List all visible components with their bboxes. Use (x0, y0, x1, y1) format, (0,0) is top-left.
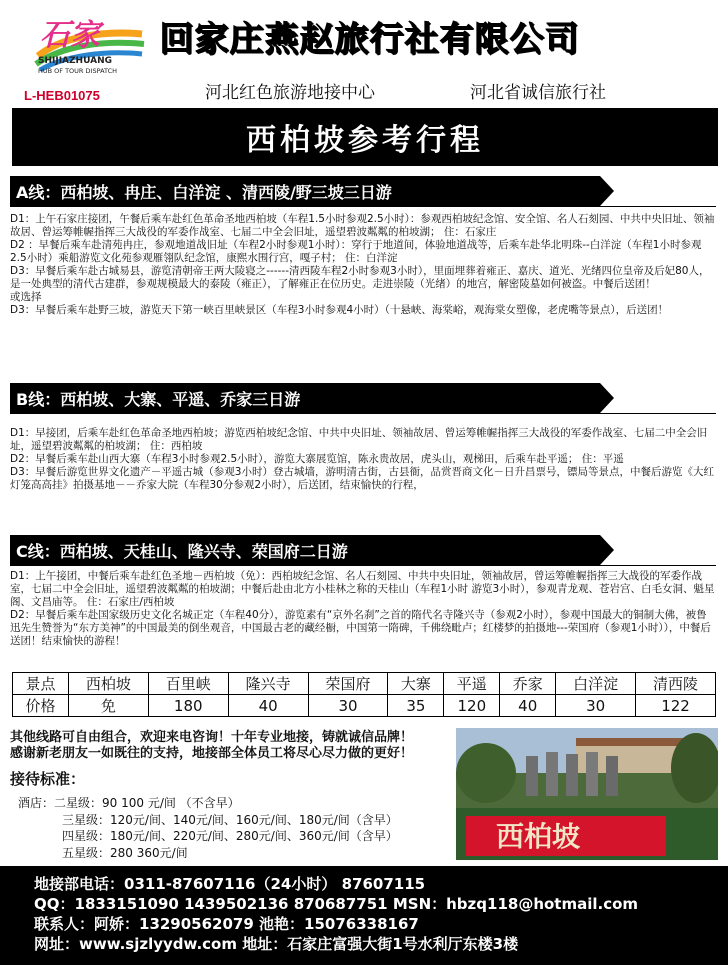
table-row (13, 673, 716, 695)
promo-text (10, 730, 455, 762)
divider (10, 413, 716, 414)
contact-footer (0, 866, 728, 965)
page-title: 西柏坡参考行程 (246, 123, 484, 158)
page-title-bar (12, 108, 718, 166)
route-a-alternative: 或选择 (10, 291, 42, 303)
tagline-left: 河北红色旅游地接中心 (205, 83, 375, 103)
route-b-day-3: D3：早餐后游览世界文化遗产－平遥古城（参观3小时）登古城墙，游明清古街，古县衙，品赏晋商文化－日升昌票号，镖局等景点，中餐后游览《大红灯笼高高挂》拍摄基地－－乔家大院（车程30分参观2小时），后送团，结束愉快的行程， (10, 466, 714, 491)
xibaipo-photo-illustration (456, 728, 718, 860)
route-a-body (10, 213, 716, 317)
table-cell: 免 (68, 695, 148, 717)
hotel-tier-3: 三星级：120元/间、140元/间、160元/间、180元/间（含早） (62, 812, 398, 827)
table-cell: 价格 (13, 695, 69, 717)
logo-subtitle-hub: HUB OF TOUR DISPATCH (38, 67, 118, 75)
table-cell: 30 (556, 695, 636, 717)
route-b-day-2: D2：早餐后乘车赴山西大寨（车程3小时参观2.5小时），游览大寨展览馆，陈永贵故居，虎头山，观梯田，后乘车赴平遥； 住：平遥 (10, 453, 624, 465)
table-cell: 40 (500, 695, 556, 717)
table-cell: 大寨 (388, 673, 444, 695)
hotel-tier-4: 四星级：180元/间、220元/间、280元/间、360元/间（含早） (62, 829, 398, 843)
footer-qq-msn: QQ：1833151090 1439502136 870687751 MSN：hbzq118@hotmail.com (34, 895, 639, 913)
table-cell: 120 (444, 695, 500, 717)
table-cell: 隆兴寺 (228, 673, 308, 695)
table-cell: 122 (636, 695, 716, 717)
table-row (13, 695, 716, 717)
footer-contacts: 联系人：阿娇：13290562079 池艳：15076338167 (34, 915, 419, 933)
license-code: L-HEB01075 (24, 88, 100, 103)
table-cell: 白洋淀 (556, 673, 636, 695)
table-cell: 平遥 (444, 673, 500, 695)
route-b-heading: B线：西柏坡、大寨、平遥、乔家三日游 (10, 383, 600, 413)
promo-line-1: 其他线路可自由组合，欢迎来电咨询！十年专业地接，铸就诚信品牌！ (10, 730, 414, 745)
table-cell: 180 (148, 695, 228, 717)
route-c-body (10, 570, 716, 648)
hotel-standards (18, 795, 398, 861)
promo-line-2: 感谢新老朋友一如既往的支持，地接部全体员工将尽心尽力做的更好！ (10, 746, 414, 761)
hotel-label: 酒店： (18, 796, 55, 810)
photo-sign-text: 西柏坡 (496, 820, 581, 853)
logo-subtitle-city: SHIJIAZHUANG (38, 56, 112, 66)
table-cell: 景点 (13, 673, 69, 695)
table-cell: 荣国府 (308, 673, 388, 695)
table-cell: 40 (228, 695, 308, 717)
table-cell: 百里峡 (148, 673, 228, 695)
footer-website-address: 网址：www.sjzlyydw.com 地址：石家庄富强大街1号水利厅东楼3楼 (34, 935, 519, 953)
route-a-day-2: D2 ：早餐后乘车赴清苑冉庄，参观地道战旧址（车程2小时参观1小时）：穿行于地道间，体验地道战等，后乘车赴华北明珠--白洋淀（车程1小时参观2.5小时）乘船游览文化苑参观雁翎队纪念馆，康熙水围行宫，嘎子村； 住：白洋淀 (10, 239, 702, 264)
xibaipo-photo (456, 728, 718, 860)
route-a-heading: A线：西柏坡、冉庄、白洋淀 、清西陵/野三坡三日游 (10, 176, 600, 206)
table-cell: 乔家 (500, 673, 556, 695)
route-c-heading: C线：西柏坡、天桂山、隆兴寺、荣国府二日游 (10, 535, 600, 565)
route-a-day-3-alt: D3：早餐后乘车赴野三坡，游览天下第一峡百里峡景区（车程3小时参观4小时）（十悬峡、海棠峪，观海棠女塑像，老虎嘴等景点），后送团！ (10, 304, 669, 316)
route-b-day-1: D1：早接团，后乘车赴红色革命圣地西柏坡；游览西柏坡纪念馆、中共中央旧址、领袖故居、曾运筹帷幄指挥三大战役的军委作战室、七届二中全会旧址，遥望碧波粼粼的柏坡湖； 住：西柏坡 (10, 427, 708, 452)
table-cell: 30 (308, 695, 388, 717)
divider (10, 206, 716, 207)
route-a-day-1: D1：上午石家庄接团，午餐后乘车赴红色革命圣地西柏坡（车程1.5小时参观2.5小时）：参观西柏坡纪念馆、安全馆、名人石刻园、中共中央旧址、领袖故居、曾运筹帷幄指挥三大战役的军委作战室、七届二中全会旧址，遥望碧波粼粼的柏坡湖； 住：石家庄 (10, 213, 715, 238)
logo-text: 石家 (40, 18, 100, 53)
route-a-day-3: D3：早餐后乘车赴古城易县，游览清朝帝王两大陵寝之------清西陵车程2小时参观3小时），里面埋葬着雍正、嘉庆、道光、光绪四位皇帝及后妃80人，是一处典型的清代古建群，参观规模最大的泰陵（雍正），了解雍正在位历史。走进崇陵（光绪）的地宫，解密陵墓如何被盗。中餐后送团！ (10, 265, 710, 290)
hotel-tier-5: 五星级：280 360元/间 (62, 845, 188, 860)
route-c-day-2: D2：早餐后乘车赴国家级历史文化名城正定（车程40分），游览素有“京外名刹”之首的隋代名寺隆兴寺（参观2小时），参观中国最大的铜制大佛，被鲁迅先生赞誉为“东方美神”的中国最美的倒坐观音，中国最古老的藏经橱，中国第一隋碑，千佛绕毗卢；红楼梦的拍摄地---荣国府（参观1小时）），中餐后送团！结束愉快的游程！ (10, 609, 711, 647)
header (0, 0, 728, 105)
footer-phone: 地接部电话：0311-87607116（24小时） 87607115 (34, 875, 426, 893)
divider (10, 565, 716, 566)
company-name: 回家庄燕赵旅行社有限公司 (160, 20, 580, 60)
route-c-day-1: D1：上午接团，中餐后乘车赴红色圣地－西柏坡（免）：西柏坡纪念馆、名人石刻园、中共中央旧址，领袖故居，曾运筹帷幄指挥三大战役的军委作战室，七届二中全会旧址，遥望碧波粼粼的柏坡湖；中餐后赴由北方小桂林之称的天桂山（车程1小时 游览3小时），参观青龙观、苍岩宫、白毛女洞、魁星阁、文昌庙等。 住：石家庄/西柏坡 (10, 570, 715, 608)
table-cell: 35 (388, 695, 444, 717)
price-table (12, 672, 716, 717)
tagline-right: 河北省诚信旅行社 (470, 83, 606, 103)
route-b-body (10, 427, 716, 492)
table-cell: 西柏坡 (68, 673, 148, 695)
standards-title: 接待标准： (10, 770, 86, 788)
table-cell: 清西陵 (636, 673, 716, 695)
hotel-tier-2: 二星级：90 100 元/间 （不含早） (54, 796, 240, 810)
